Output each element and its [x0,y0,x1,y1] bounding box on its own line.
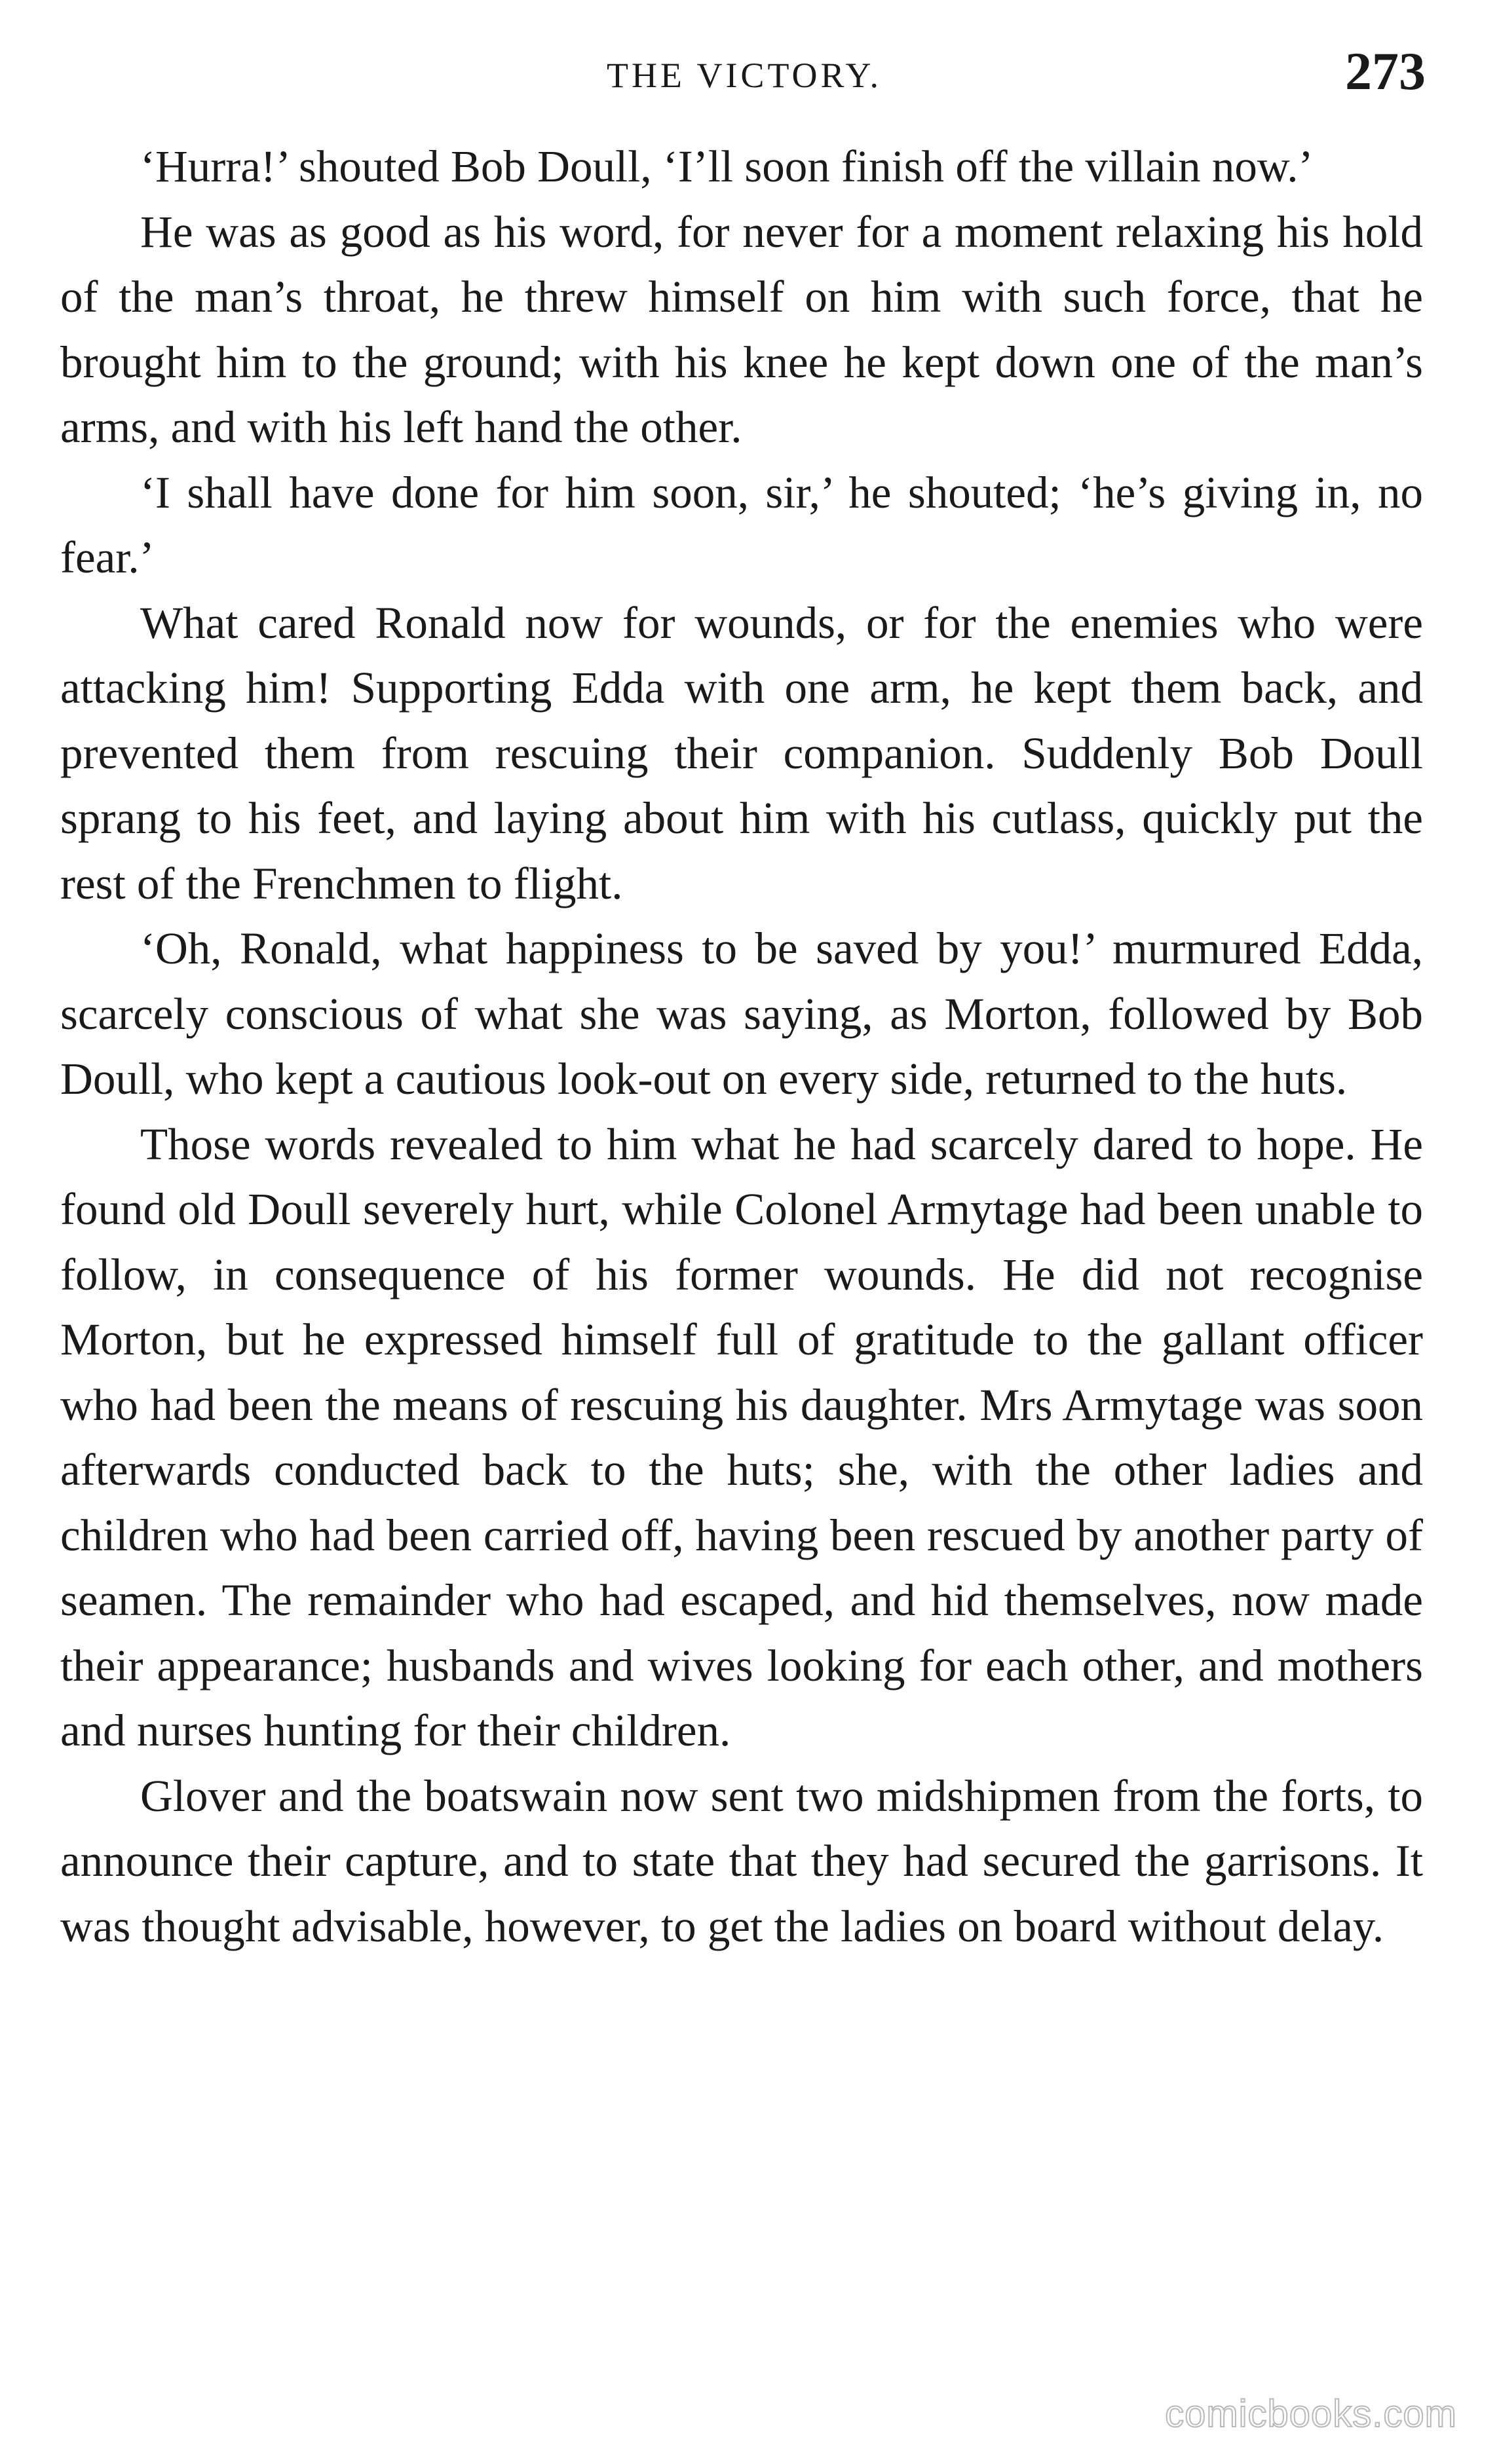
page-number: 273 [1345,41,1426,101]
body-text [60,134,1423,1959]
paragraph-2: He was as good as his word, for never for a moment relaxing his hold of the man’s throat, he threw himself on him with such force, that he brought him to the ground; with his knee he kept down one of the man’s arms, and with his left hand the other. [60,206,1423,452]
paragraph-6: Those words revealed to him what he had scarcely dared to hope. He found old Doull severely hurt, while Colonel Armytage had been unable to follow, in consequence of his former wounds. He did not recognise Morton, but he expressed himself full of gratitude to the gallant officer who had been the means of rescuing his daughter. Mrs Armytage was soon afterwards conducted back to the huts; she, with the other ladies and children who had been carried off, having been rescued by another party of seamen. The remainder who had escaped, and hid themselves, now made their appearance; husbands and wives looking for each other, and mothers and nurses hunting for their children. [60,1119,1423,1755]
paragraph-7: Glover and the boatswain now sent two midshipmen from the forts, to announce their capture, and to state that they had secured the garrisons. It was thought advisable, however, to get the ladies on board without delay. [60,1770,1423,1951]
watermark-text: comicbooks.com [1165,2393,1457,2435]
paragraph-1: ‘Hurra!’ shouted Bob Doull, ‘I’ll soon finish off the villain now.’ [140,141,1314,191]
paragraph-4: What cared Ronald now for wounds, or for the enemies who were attacking him! Supporting Edda with one arm, he kept them back, and prevented them from rescuing their companion. Suddenly Bob Doull sprang to his feet, and laying about him with his cutlass, quickly put the rest of the Frenchmen to flight. [60,597,1423,908]
running-head [63,41,1426,113]
paragraph-5: ‘Oh, Ronald, what happiness to be saved by you!’ murmured Edda, scarcely conscious of what she was saying, as Morton, followed by Bob Doull, who kept a cautious look-out on every side, returned to the huts. [60,924,1423,1104]
running-title: THE VICTORY. [606,56,882,95]
paragraph-3: ‘I shall have done for him soon, sir,’ he shouted; ‘he’s giving in, no fear.’ [60,467,1423,582]
